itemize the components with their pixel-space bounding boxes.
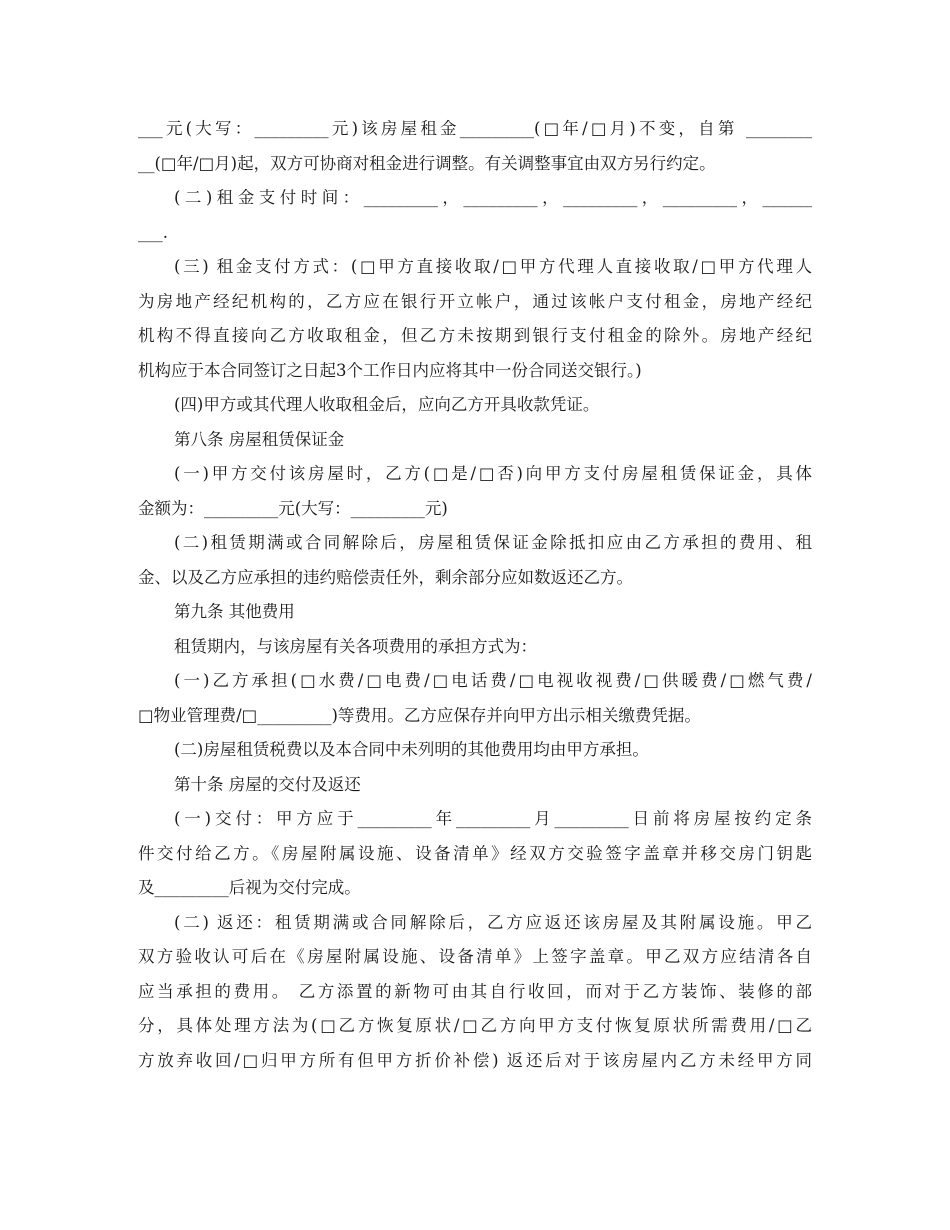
text-line-24: (二) 返还：租赁期满或合同解除后，乙方应返还该房屋及其附属设施。甲乙 [174,912,812,932]
section-heading-8: 第八条 房屋租赁保证金 [174,429,345,449]
text-line-8: 机构应于本合同签订之日起3个工作日内应将其中一份合同送交银行。) [138,360,642,380]
text-line-19: (二)房屋租赁税费以及本合同中未列明的其他费用均由甲方承担。 [174,740,649,759]
text-line-13: (二)租赁期满或合同解除后，房屋租赁保证金除抵扣应由乙方承担的费用、租 [174,533,812,552]
text-line-21: (一)交付：甲方应于_________年_________月_________日前将房屋按约定条 [174,809,812,828]
text-line-3: (二)租金支付时间：_________，_________，_________，_________，______ [174,188,812,207]
text-line-17: (一)乙方承担(□水费/□电费/□电话费/□电视收视费/□供暖费/□燃气费/ [174,671,812,690]
text-line-9: (四)甲方或其代理人收取租金后，应向乙方开具收款凭证。 [174,395,600,414]
section-heading-9: 第九条 其他费用 [174,602,295,621]
text-line-4: ___. [138,222,168,242]
text-line-27: 分，具体处理方法为(□乙方恢复原状/□乙方向甲方支付恢复原状所需费用/□乙 [138,1016,812,1035]
text-line-7: 机构不得直接向乙方收取租金，但乙方未按期到银行支付租金的除外。房地产经纪 [138,326,812,345]
text-line-25: 双方验收认可后在《房屋附属设施、设备清单》上签字盖章。甲乙双方应结清各自 [138,947,812,966]
text-line-16: 租赁期内，与该房屋有关各项费用的承担方式为： [174,636,537,656]
text-line-1: ___元(大写：_________元)该房屋租金_________(□年/□月)不变，自第 ________ [138,119,812,138]
section-heading-10: 第十条 房屋的交付及返还 [174,774,361,794]
contract-page [138,112,812,1078]
text-line-22: 件交付给乙方。《房屋附属设施、设备清单》经双方交验签字盖章并移交房门钥匙 [138,843,812,863]
text-line-28: 方放弃收回/□归甲方所有但甲方折价补偿) 返还后对于该房屋内乙方未经甲方同 [138,1050,812,1070]
text-line-6: 为房地产经纪机构的，乙方应在银行开立帐户，通过该帐户支付租金，房地产经纪 [138,291,812,311]
text-line-2: __(□年/□月)起，双方可协商对租金进行调整。有关调整事宜由双方另行约定。 [138,153,716,173]
text-line-12: 金额为：_________元(大写：_________元) [138,498,448,518]
text-line-23: 及_________后视为交付完成。 [138,878,361,897]
text-line-18: □物业管理费/□_________)等费用。乙方应保存并向甲方出示相关缴费凭据。 [138,705,701,725]
text-line-11: (一)甲方交付该房屋时，乙方(□是/□否)向甲方支付房屋租赁保证金，具体 [174,464,812,483]
text-line-5: (三) 租金支付方式：(□甲方直接收取/□甲方代理人直接收取/□甲方代理人 [174,257,812,276]
text-line-14: 金、以及乙方应承担的违约赔偿责任外，剩余部分应如数返还乙方。 [138,567,633,587]
text-line-26: 应当承担的费用。 乙方添置的新物可由其自行收回，而对于乙方装饰、装修的部 [138,981,812,1001]
